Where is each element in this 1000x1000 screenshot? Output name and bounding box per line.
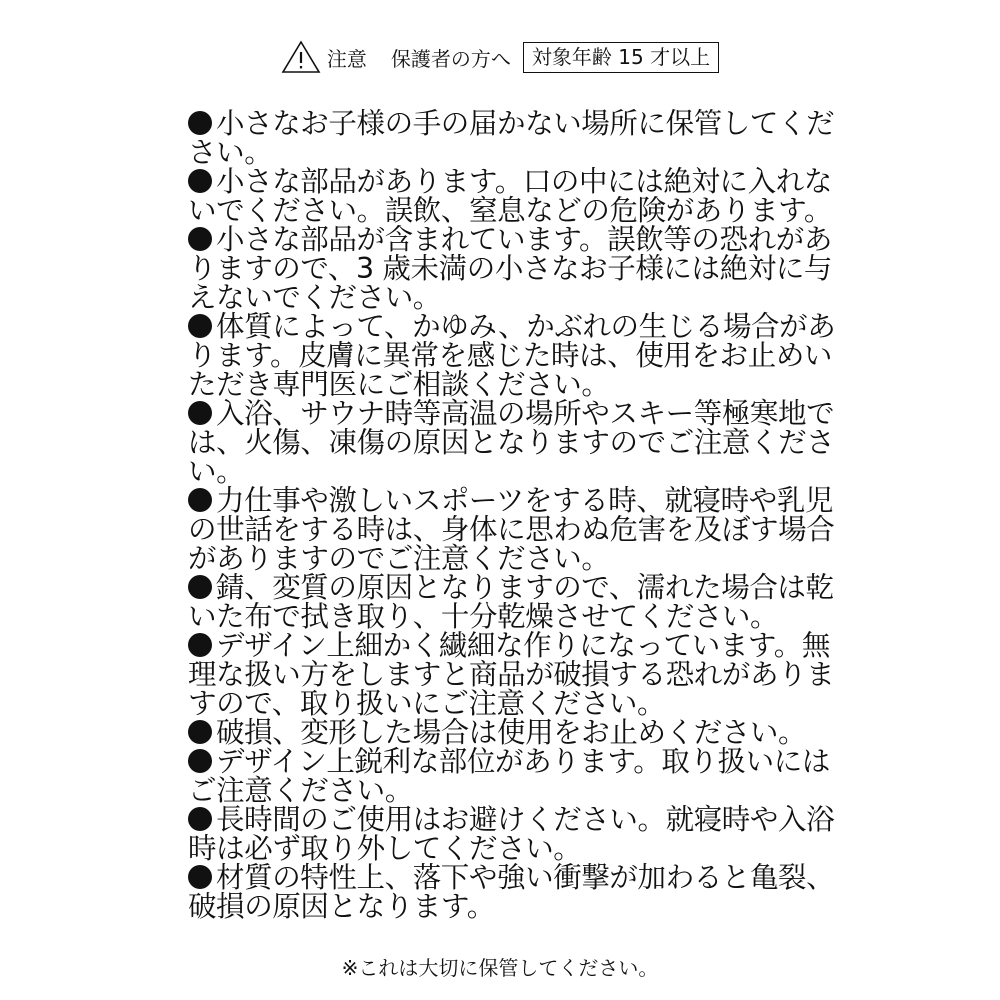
warning-text: 小さな部品が含まれています。誤飲等の恐れがありますので、3 歳未満の小さなお子様には絶対に与えないでください。 [188, 223, 833, 314]
warning-text: 小さな部品があります。口の中には絶対に入れないでください。誤飲、窒息などの危険があります。 [188, 165, 833, 227]
warning-item [188, 631, 838, 718]
storage-note: ※これは大切に保管してください。 [341, 956, 659, 980]
warning-item [188, 399, 838, 486]
bullet-icon [188, 575, 212, 599]
warning-item [188, 167, 838, 225]
warning-text: デザイン上細かく繊細な作りになっています。無理な扱い方をしますと商品が破損する恐れがありますので、取り扱いにご注意ください。 [188, 629, 835, 720]
warning-text: 錆、変質の原因となりますので、濡れた場合は乾いた布で拭き取り、十分乾燥させてください。 [188, 571, 834, 633]
bullet-icon [188, 488, 212, 512]
warning-list [188, 109, 838, 921]
warning-text: 入浴、サウナ時等高温の場所やスキー等極寒地では、火傷、凍傷の原因となりますのでご注意ください。 [188, 397, 835, 488]
warning-text: 長時間のご使用はお避けください。就寝時や入浴時は必ず取り外してください。 [188, 803, 835, 865]
caution-header [0, 40, 1000, 74]
warning-text: 小さなお子様の手の届かない場所に保管してください。 [188, 107, 835, 169]
bullet-icon [188, 749, 212, 773]
warning-item [188, 718, 838, 747]
warning-text: 材質の特性上、落下や強い衝撃が加わると亀裂、破損の原因となります。 [188, 861, 835, 923]
warning-item [188, 863, 838, 921]
warning-text: デザイン上鋭利な部位があります。取り扱いにはご注意ください。 [188, 745, 830, 807]
warning-text: 破損、変形した場合は使用をお止めください。 [216, 716, 807, 749]
warning-item [188, 486, 838, 573]
warning-triangle-icon [281, 40, 321, 74]
caution-label: 注意 [326, 46, 367, 71]
warning-item [188, 312, 838, 399]
warning-item [188, 805, 838, 863]
warning-item [188, 573, 838, 631]
age-target-badge: 対象年齢 15 才以上 [523, 42, 719, 73]
bullet-icon [188, 720, 212, 744]
bullet-icon [188, 633, 212, 657]
bullet-icon [188, 865, 212, 889]
warning-text: 力仕事や激しいスポーツをする時、就寝時や乳児の世話をする時は、身体に思わぬ危害を及ぼす場合がありますのでご注意ください。 [188, 484, 835, 575]
guardian-note: 保護者の方へ [390, 46, 511, 71]
warning-text: 体質によって、かゆみ、かぶれの生じる場合があります。皮膚に異常を感じた時は、使用をお止めいただき専門医にご相談ください。 [188, 310, 836, 401]
warning-item [188, 225, 838, 312]
warning-item [188, 747, 838, 805]
bullet-icon [188, 227, 212, 251]
bullet-icon [188, 314, 212, 338]
bullet-icon [188, 401, 212, 425]
bullet-icon [188, 169, 212, 193]
bullet-icon [188, 111, 212, 135]
warning-item [188, 109, 838, 167]
bullet-icon [188, 807, 212, 831]
